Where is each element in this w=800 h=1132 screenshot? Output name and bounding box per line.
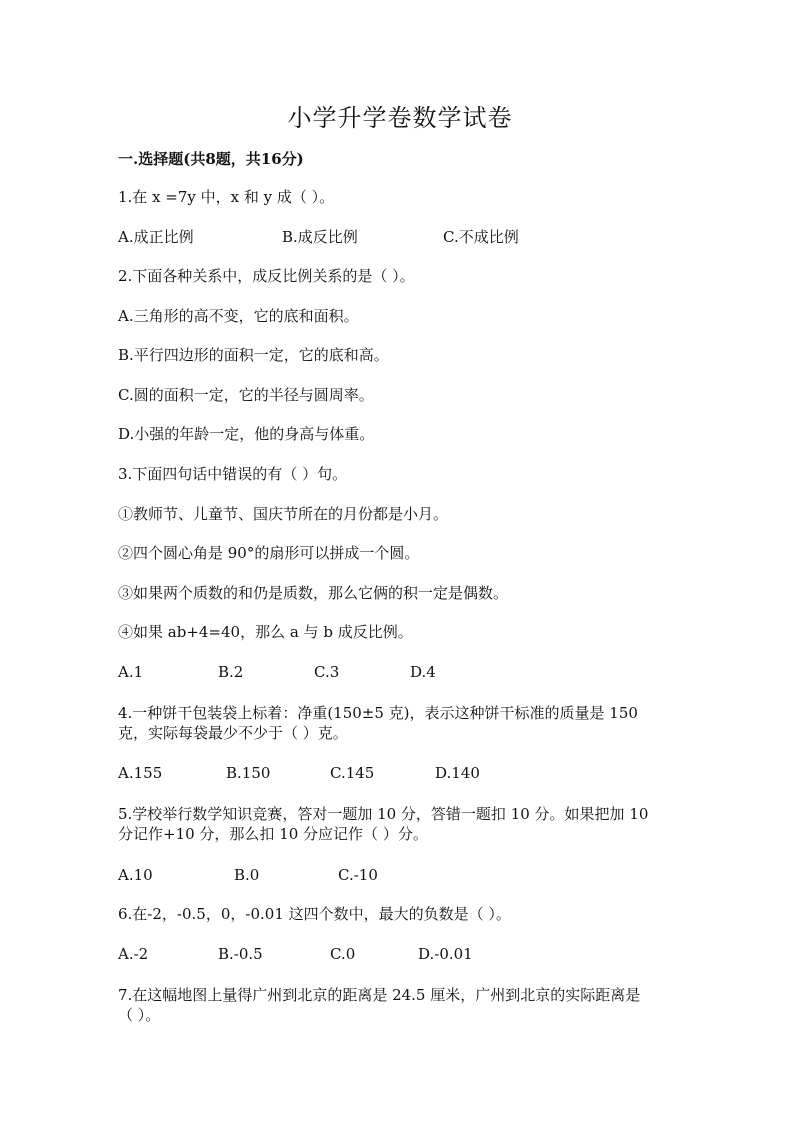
question-3-option-c: C.3 bbox=[314, 663, 340, 681]
question-3-stem: 3.下面四句话中错误的有（ ）句。 bbox=[118, 465, 348, 483]
question-7-stem-line-1: 7.在这幅地图上量得广州到北京的距离是 24.5 厘米，广州到北京的实际距离是 bbox=[118, 986, 641, 1004]
question-4-stem-line-1: 4.一种饼干包装袋上标着：净重(150±5 克)，表示这种饼干标准的质量是 150 bbox=[118, 704, 638, 722]
question-6-option-c: C.0 bbox=[330, 945, 356, 963]
question-3-statement-2: ②四个圆心角是 90°的扇形可以拼成一个圆。 bbox=[118, 544, 420, 562]
question-3-statement-1: ①教师节、儿童节、国庆节所在的月份都是小月。 bbox=[118, 505, 449, 523]
question-4-option-a: A.155 bbox=[118, 764, 163, 782]
question-2-option-b: B.平行四边形的面积一定，它的底和高。 bbox=[118, 346, 389, 364]
question-2-option-d: D.小强的年龄一定，他的身高与体重。 bbox=[118, 425, 375, 443]
question-4-option-b: B.150 bbox=[226, 764, 271, 782]
question-5-option-c: C.-10 bbox=[338, 866, 378, 884]
question-5-stem-line-1: 5.学校举行数学知识竞赛，答对一题加 10 分，答错一题扣 10 分。如果把加 10 bbox=[118, 805, 649, 823]
question-4-option-c: C.145 bbox=[330, 764, 375, 782]
section-heading: 一.选择题(共8题，共16分) bbox=[118, 150, 304, 168]
question-3-statement-3: ③如果两个质数的和仍是质数，那么它俩的积一定是偶数。 bbox=[118, 584, 509, 602]
question-1-option-a: A.成正比例 bbox=[118, 228, 194, 246]
question-1-option-b: B.成反比例 bbox=[282, 228, 358, 246]
question-2-stem: 2.下面各种关系中，成反比例关系的是（ ）。 bbox=[118, 267, 415, 285]
question-3-option-d: D.4 bbox=[410, 663, 436, 681]
question-1-option-c: C.不成比例 bbox=[443, 228, 519, 246]
question-2-option-a: A.三角形的高不变，它的底和面积。 bbox=[118, 307, 359, 325]
exam-title: 小学升学卷数学试卷 bbox=[287, 104, 513, 132]
question-1-stem: 1.在 x =7y 中，x 和 y 成（ ）。 bbox=[118, 188, 335, 206]
question-5-option-a: A.10 bbox=[118, 866, 153, 884]
question-7-stem-line-2: （ ）。 bbox=[118, 1006, 161, 1024]
question-3-option-a: A.1 bbox=[118, 663, 144, 681]
question-3-option-b: B.2 bbox=[218, 663, 244, 681]
question-6-option-d: D.-0.01 bbox=[418, 945, 473, 963]
question-5-option-b: B.0 bbox=[234, 866, 260, 884]
question-2-option-c: C.圆的面积一定，它的半径与圆周率。 bbox=[118, 386, 374, 404]
question-6-option-b: B.-0.5 bbox=[218, 945, 263, 963]
question-4-stem-line-2: 克，实际每袋最少不少于（ ）克。 bbox=[118, 724, 348, 742]
question-3-statement-4: ④如果 ab+4=40，那么 a 与 b 成反比例。 bbox=[118, 623, 413, 641]
question-6-option-a: A.-2 bbox=[118, 945, 149, 963]
question-5-stem-line-2: 分记作+10 分，那么扣 10 分应记作（ ）分。 bbox=[118, 825, 428, 843]
question-4-option-d: D.140 bbox=[435, 764, 480, 782]
question-6-stem: 6.在-2，-0.5，0，-0.01 这四个数中，最大的负数是（ ）。 bbox=[118, 905, 511, 923]
